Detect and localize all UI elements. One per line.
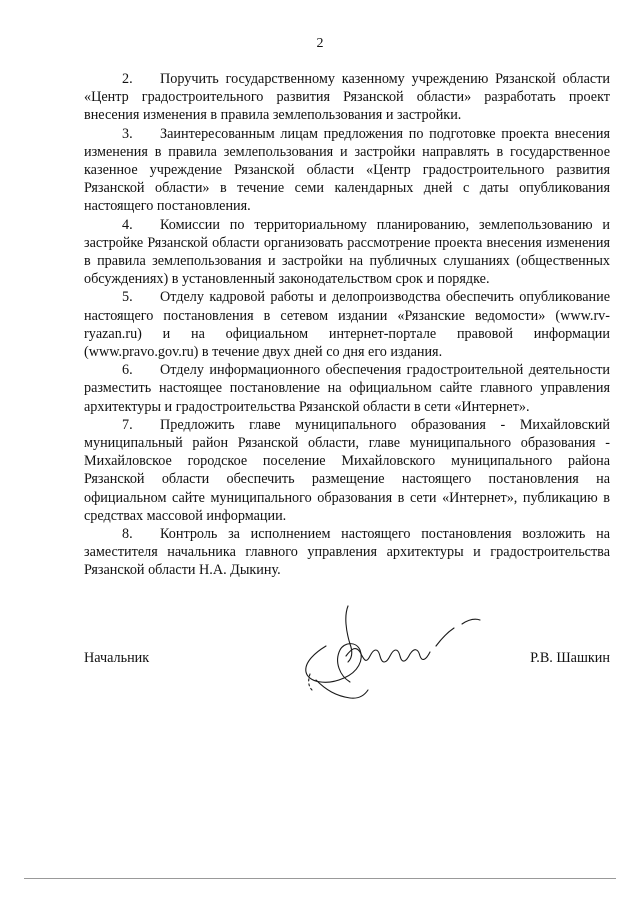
paragraph-text: Контроль за исполнением настоящего постановления возложить на заместителя начальника главного управления архитектуры и градостроительства Рязанской области Н.А. Дыкину. [84, 526, 610, 579]
page-number: 2 [316, 36, 324, 51]
paragraph-item-2 [84, 70, 610, 125]
signer-name: Р.В. Шашкин [530, 650, 610, 666]
signature-block [84, 650, 610, 674]
paragraph-text: Заинтересованным лицам предложения по подготовке проекта внесения изменения в правила землепользования и застройки направлять в государственное казенное учреждение Рязанской области «Центр градостроительного развития Рязанской области» в течение семи календарных дней с даты опубликования настоящего постановления. [84, 125, 610, 215]
paragraph-item-4 [84, 216, 610, 289]
paragraph-number: 5. [122, 289, 133, 306]
document-body [84, 70, 610, 580]
handwritten-signature [286, 586, 486, 706]
paragraph-number: 7. [122, 416, 133, 433]
footer-divider [24, 878, 616, 879]
signer-position: Начальник [84, 650, 150, 666]
paragraph-number: 3. [122, 125, 133, 142]
paragraph-text: Отделу кадровой работы и делопроизводства обеспечить опубликование настоящего постановления в сетевом издании «Рязанские ведомости» (www.rv-ryazan.ru) и на официальном интернет-портале правовой информации (www.pravo.gov.ru) в течение двух дней со дня его издания. [84, 289, 610, 361]
paragraph-item-6 [84, 361, 610, 416]
paragraph-text: Предложить главе муниципального образования - Михайловский муниципальный район Рязанской области, главе муниципального образования - Михайловское городское поселение Михайловского муниципального района Рязанской области обеспечить размещение настоящего постановления на официальном сайте муниципального образования в сети «Интернет», публикацию в средствах массовой информации. [84, 416, 610, 524]
paragraph-item-8 [84, 525, 610, 580]
paragraph-number: 6. [122, 362, 133, 379]
paragraph-number: 8. [122, 526, 133, 543]
paragraph-item-7 [84, 416, 610, 525]
paragraph-item-5 [84, 288, 610, 361]
paragraph-number: 2. [122, 71, 133, 87]
paragraph-text: Комиссии по территориальному планированию, землепользованию и застройке Рязанской области организовать рассмотрение проекта внесения изменения в правила землепользования и застройки на публичных слушаниях (общественных обсуждениях) в установленный законодательством срок и порядке. [84, 216, 610, 288]
paragraph-text: Поручить государственному казенному учреждению Рязанской области «Центр градостроительного развития Рязанской области» разработать проект внесения изменения в правила землепользования и застройки. [84, 71, 610, 124]
paragraph-text: Отделу информационного обеспечения градостроительной деятельности разместить настоящее постановление на официальном сайте главного управления архитектуры и градостроительства Рязанской области в сети «Интернет». [84, 362, 610, 415]
paragraph-item-3 [84, 125, 610, 216]
paragraph-number: 4. [122, 216, 133, 233]
